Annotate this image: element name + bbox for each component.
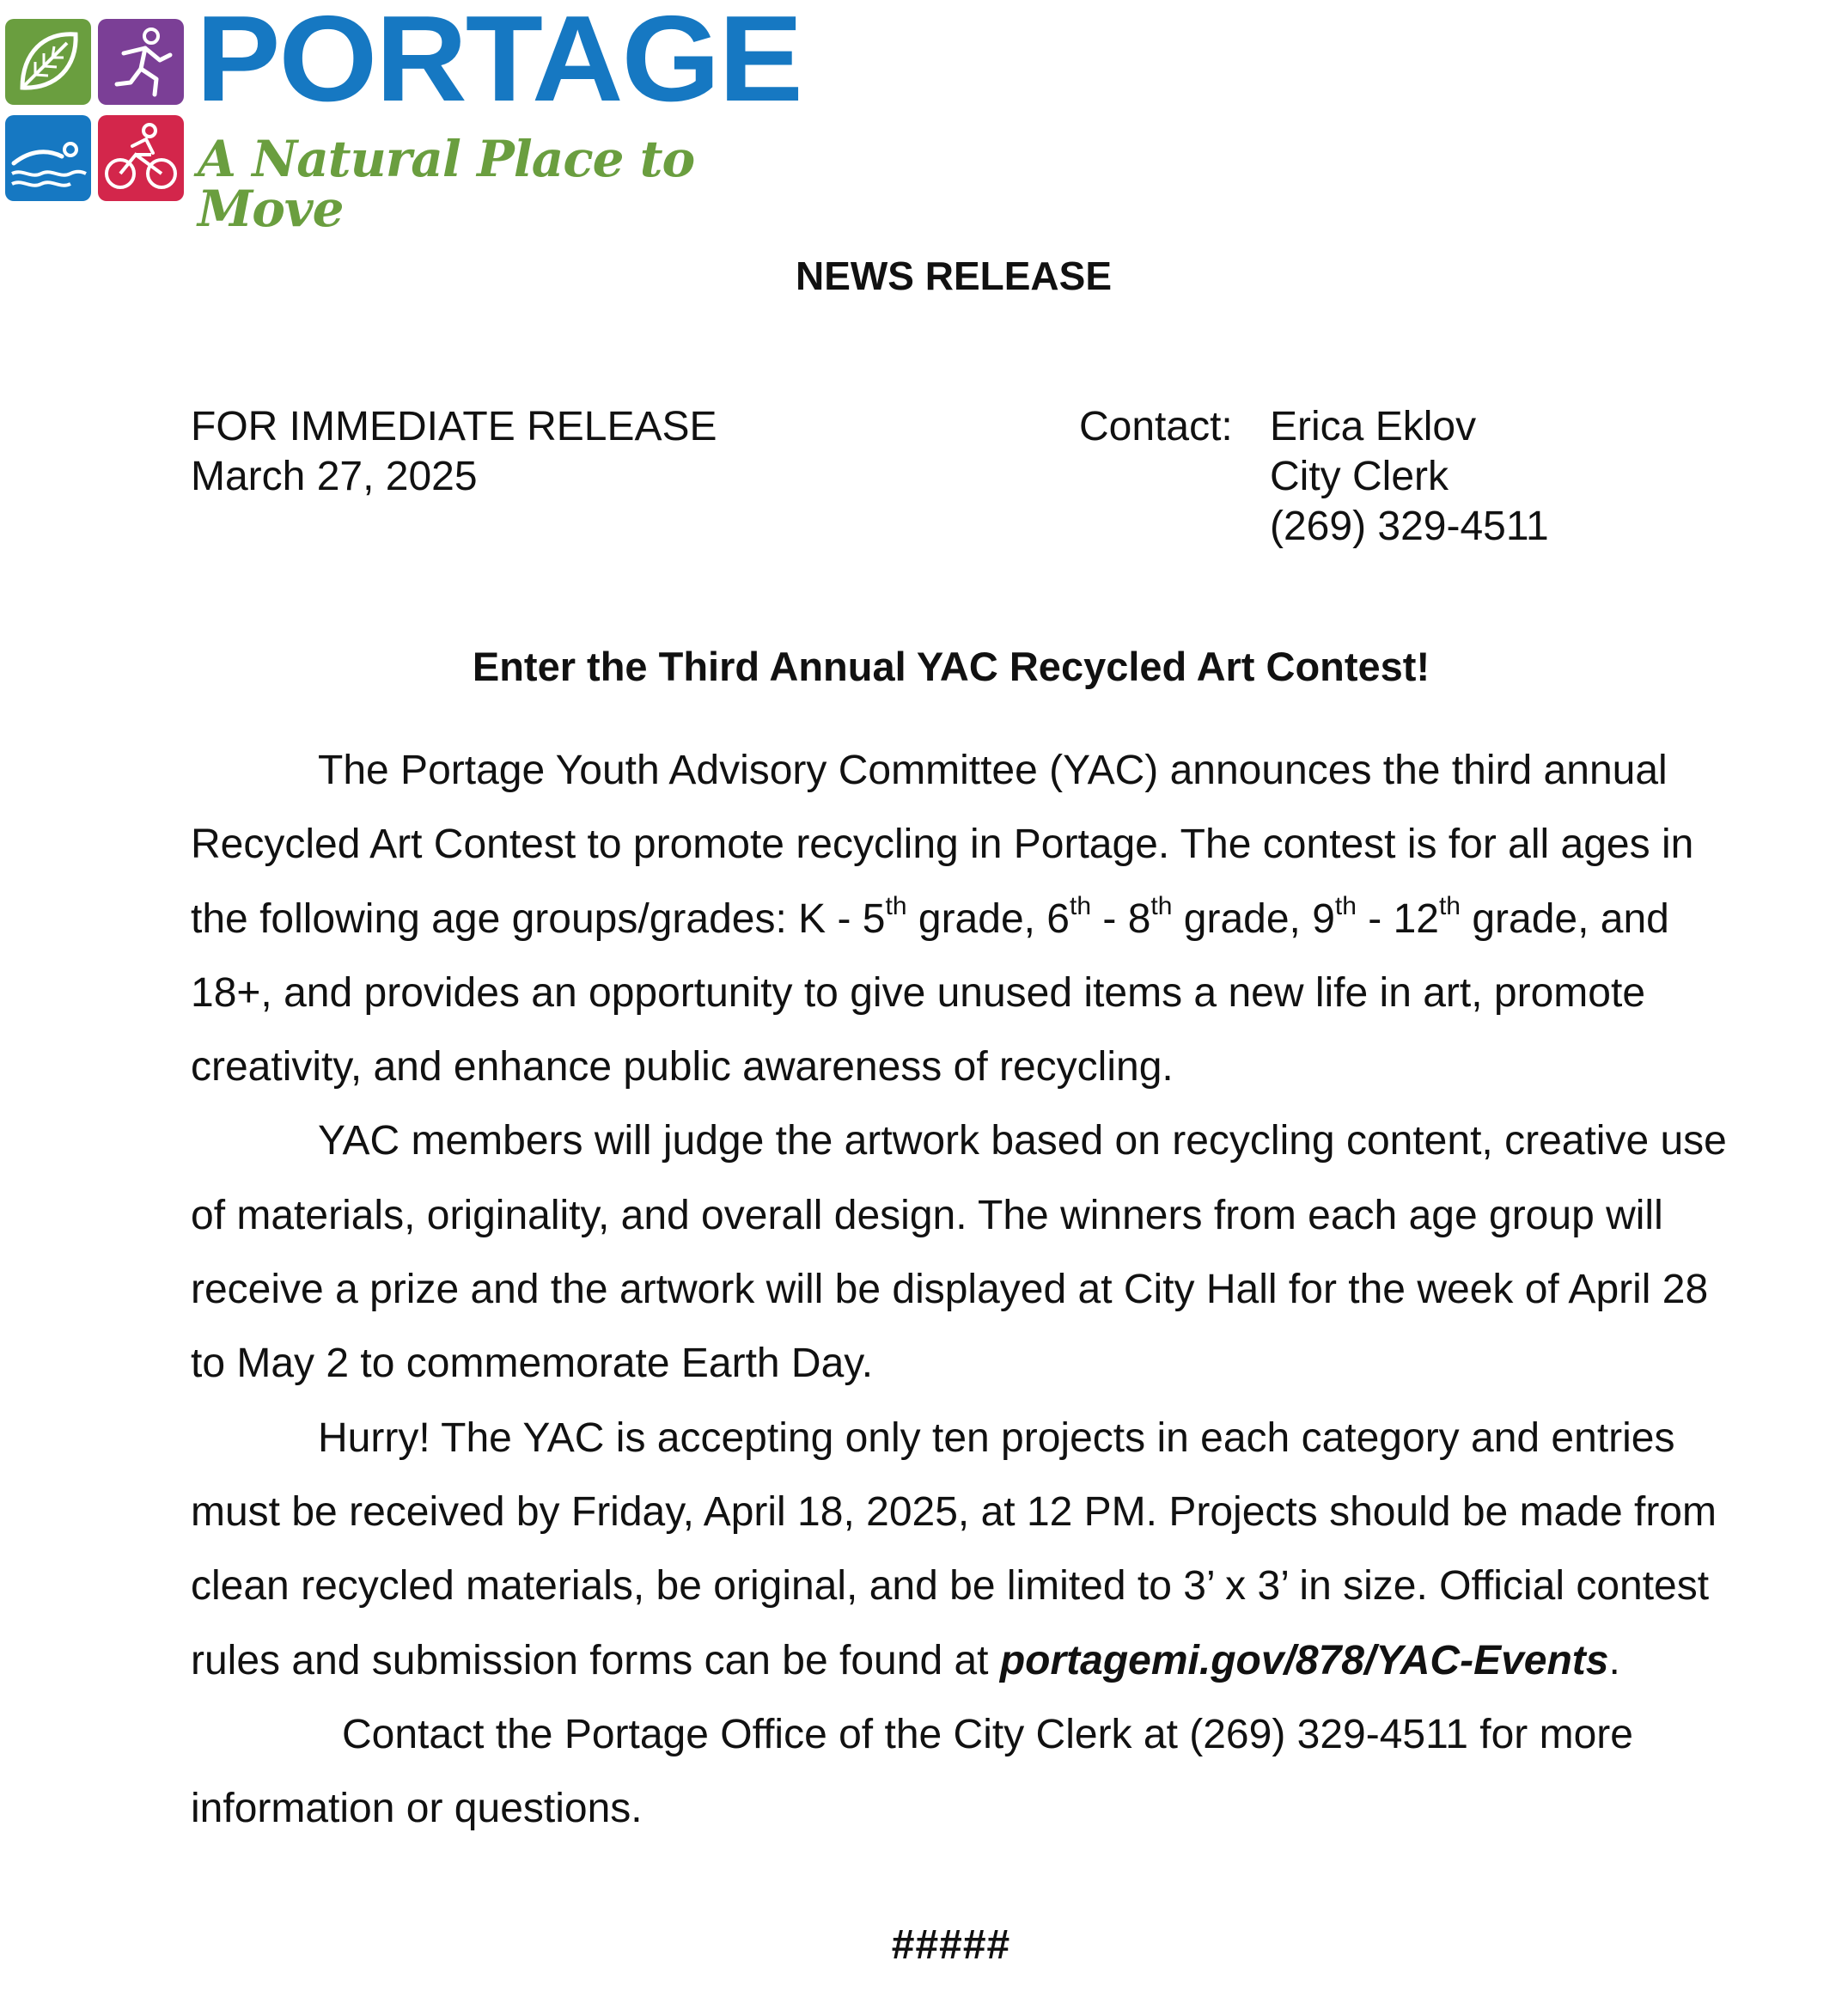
runner-icon bbox=[98, 19, 184, 105]
paragraph-judging: YAC members will judge the artwork based on recycling content, creative use of materials, originality, and overall design. The winners from each age group will receive a prize and the artwork will be displayed at City Hall for the week of April 28 to May 2 to commemorate Earth Day. bbox=[191, 1118, 1727, 1387]
headline: Enter the Third Annual YAC Recycled Art Contest! bbox=[472, 644, 1430, 689]
news-release-title: NEWS RELEASE bbox=[795, 254, 1113, 298]
paragraph-announcement: The Portage Youth Advisory Committee (YAC) announces the third annual Recycled Art Contest to promote recycling in Portage. The contest is for all ages in the following age groups/grades: K - 5th grade, 6th - 8th grade, 9th - 12th grade, and 18+, and provides an opportunity to give unused items a new life in art, promote creativity, and enhance public awareness of recycling. bbox=[191, 748, 1694, 1090]
leaf-icon bbox=[5, 19, 91, 105]
cyclist-icon bbox=[98, 115, 184, 201]
release-status: FOR IMMEDIATE RELEASE bbox=[191, 404, 717, 449]
end-mark: ##### bbox=[891, 1922, 1011, 1968]
contest-url-link[interactable]: portagemi.gov/878/YAC-Events bbox=[999, 1637, 1609, 1683]
paragraph-contact: Contact the Portage Office of the City Clerk at (269) 329-4511 for more information or questions. bbox=[191, 1711, 1633, 1832]
logo-tagline: A Natural Place to Move bbox=[198, 130, 695, 238]
contact-label: Contact: bbox=[1079, 404, 1233, 449]
portage-logo bbox=[0, 0, 802, 238]
logo-tiles bbox=[5, 19, 186, 206]
paragraph-deadline: Hurry! The YAC is accepting only ten projects in each category and entries must be received by Friday, April 18, 2025, at 12 PM. Projects should be made from clean recycled materials, be original, and be limited to 3’ x 3’ in size. Official contest rules and submission forms can be found at portagemi.gov/878/YAC-Events. bbox=[191, 1414, 1717, 1683]
contact-role: City Clerk bbox=[1270, 454, 1449, 499]
body-text bbox=[191, 734, 1737, 1846]
contact-name: Erica Eklov bbox=[1270, 404, 1477, 449]
release-info bbox=[191, 402, 717, 502]
contact-info bbox=[1270, 402, 1549, 552]
swimmer-icon bbox=[5, 115, 91, 201]
release-date: March 27, 2025 bbox=[191, 454, 478, 499]
logo-wordmark: PORTAGE bbox=[196, 0, 802, 127]
contact-phone: (269) 329-4511 bbox=[1270, 504, 1549, 549]
